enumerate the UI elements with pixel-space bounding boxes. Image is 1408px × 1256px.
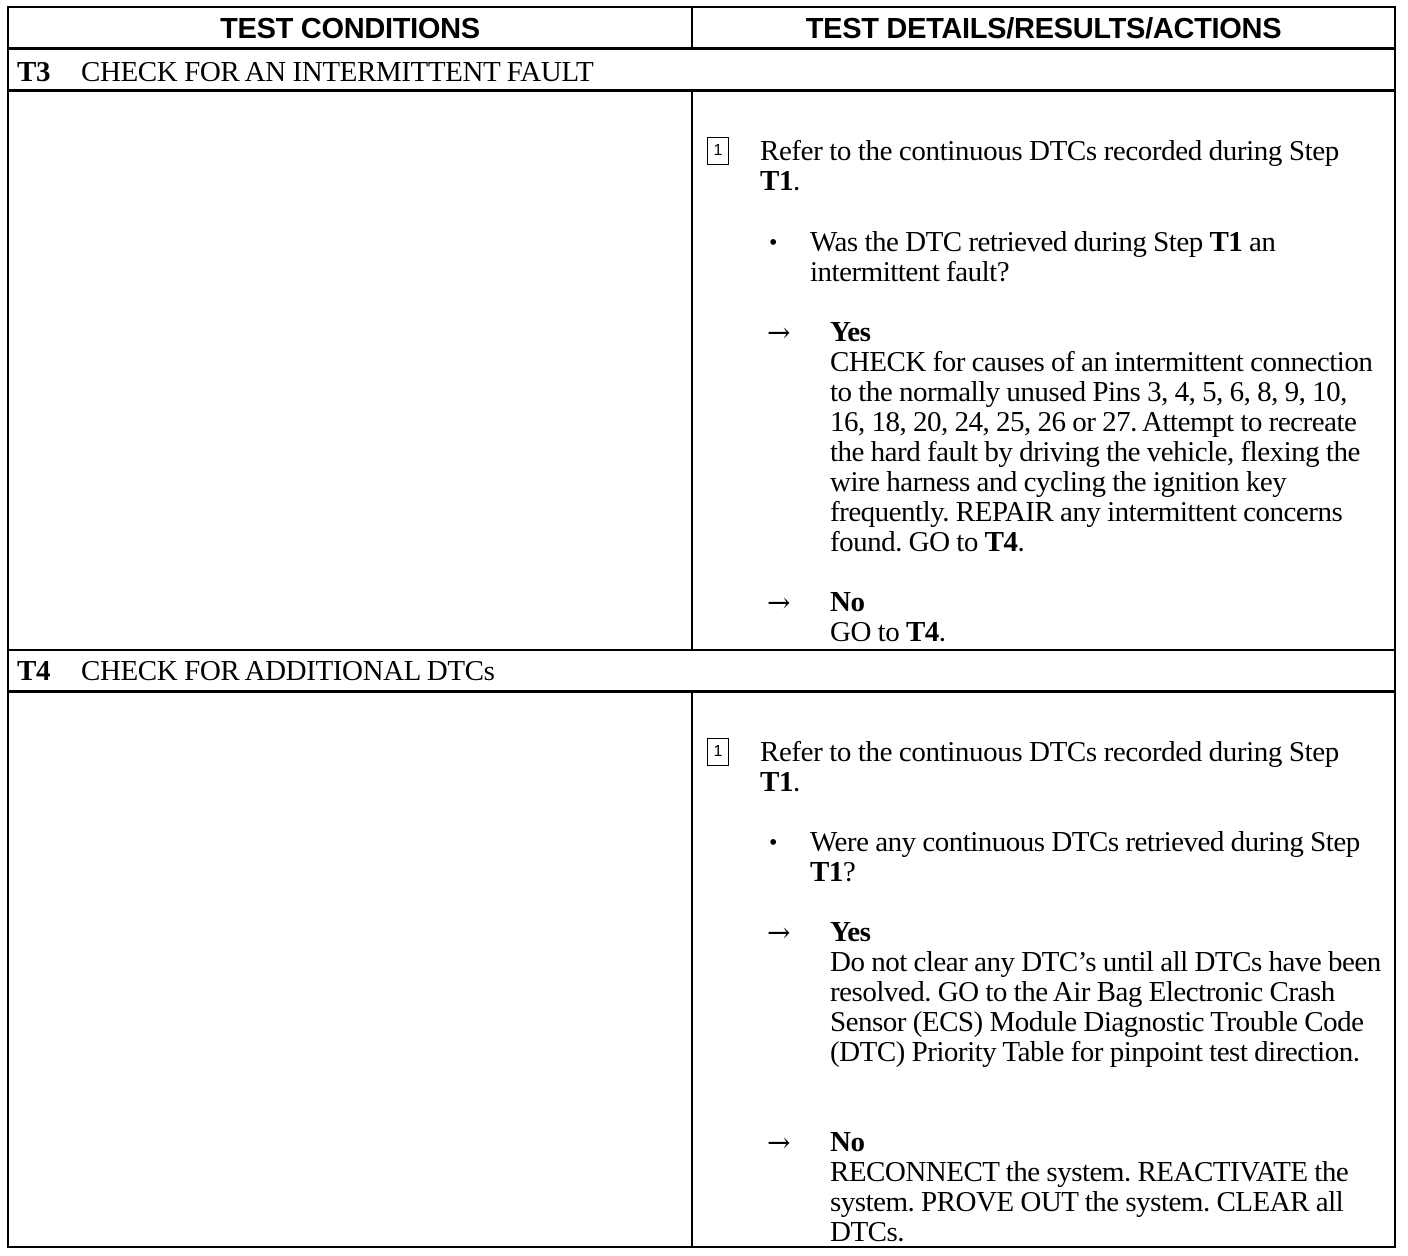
t3-column-divider — [691, 92, 693, 649]
no-label: No — [830, 1126, 865, 1158]
step-question — [810, 827, 1370, 887]
section-title-t4 — [17, 651, 494, 691]
arrow-right-icon: → — [767, 586, 791, 619]
t4-title-divider — [9, 690, 1394, 693]
header-test-conditions: TEST CONDITIONS — [220, 12, 480, 45]
section-title-text: CHECK FOR AN INTERMITTENT FAULT — [81, 55, 594, 88]
no-branch — [830, 1127, 1382, 1247]
no-ref: T4 — [905, 616, 939, 648]
step-ref: T1 — [760, 766, 794, 798]
question-ref: T1 — [1209, 226, 1243, 258]
t4-column-divider — [691, 693, 693, 1248]
no-label: No — [830, 586, 865, 618]
header-column-divider — [691, 8, 693, 50]
question-ref: T1 — [810, 856, 843, 888]
step-ref: T1 — [760, 165, 794, 197]
step-text: Refer to the continuous DTCs recorded during Step — [760, 736, 1339, 768]
step-number-box: 1 — [707, 137, 729, 165]
no-text: RECONNECT the system. REACTIVATE the system. PROVE OUT the system. CLEAR all DTCs. — [830, 1156, 1349, 1248]
diagnostic-table — [7, 6, 1396, 1248]
section-title-text: CHECK FOR ADDITIONAL DTCs — [81, 654, 495, 687]
yes-branch — [830, 917, 1382, 1067]
question-text: Were any continuous DTCs retrieved during Step — [810, 826, 1360, 858]
question-text-end: ? — [842, 856, 856, 888]
step-number-box: 1 — [707, 738, 729, 766]
section-title-t3 — [17, 52, 593, 92]
header-divider — [9, 47, 1394, 50]
section-id: T3 — [17, 55, 51, 88]
yes-label: Yes — [830, 916, 871, 948]
header-test-details: TEST DETAILS/RESULTS/ACTIONS — [805, 12, 1282, 45]
arrow-right-icon: → — [767, 1126, 791, 1159]
step-question — [810, 227, 1370, 287]
arrow-right-icon: → — [767, 916, 791, 949]
t3-title-divider — [9, 89, 1394, 92]
bullet-icon: • — [769, 830, 778, 856]
question-text-end: an intermittent fault? — [810, 226, 1276, 288]
yes-label: Yes — [830, 316, 871, 348]
no-branch: No GO to T4. — [830, 586, 946, 648]
no-text: GO to — [830, 616, 906, 648]
yes-text: CHECK for causes of an intermittent connection to the normally unused Pins 3, 4, 5, 6, 8, 9, 10, 16, 18, 20, 24, 25, 26 or 27. Attempt to recreate the hard fault by driving the vehicle, flexing the wire harness and cycling the ignition key frequently. REPAIR any intermittent concerns found. GO to — [830, 346, 1373, 558]
question-text: Was the DTC retrieved during Step — [810, 226, 1210, 258]
step-instruction: Refer to the continuous DTCs recorded during Step T1. — [760, 736, 1339, 798]
section-id: T4 — [17, 654, 51, 687]
arrow-right-icon: → — [767, 316, 791, 349]
step-text: Refer to the continuous DTCs recorded during Step — [760, 135, 1339, 167]
yes-branch: Yes CHECK for causes of an intermittent connection to the normally unused Pins 3, 4, 5, 6, 8, 9, 10, 16, 18, 20, 24, 25, 26 or 27. Attempt to recreate the hard fault by driving the vehicle, flexing the wire harness and cycling the ignition key frequently. REPAIR any intermittent concerns found. GO to T4. — [830, 316, 1373, 558]
step-instruction: Refer to the continuous DTCs recorded during Step T1. — [760, 135, 1339, 197]
yes-text: Do not clear any DTC’s until all DTCs have been resolved. GO to the Air Bag Electronic Crash Sensor (ECS) Module Diagnostic Trouble Code (DTC) Priority Table for pinpoint test direction. — [830, 946, 1381, 1068]
bullet-icon: • — [769, 230, 778, 256]
yes-ref: T4 — [984, 526, 1018, 558]
